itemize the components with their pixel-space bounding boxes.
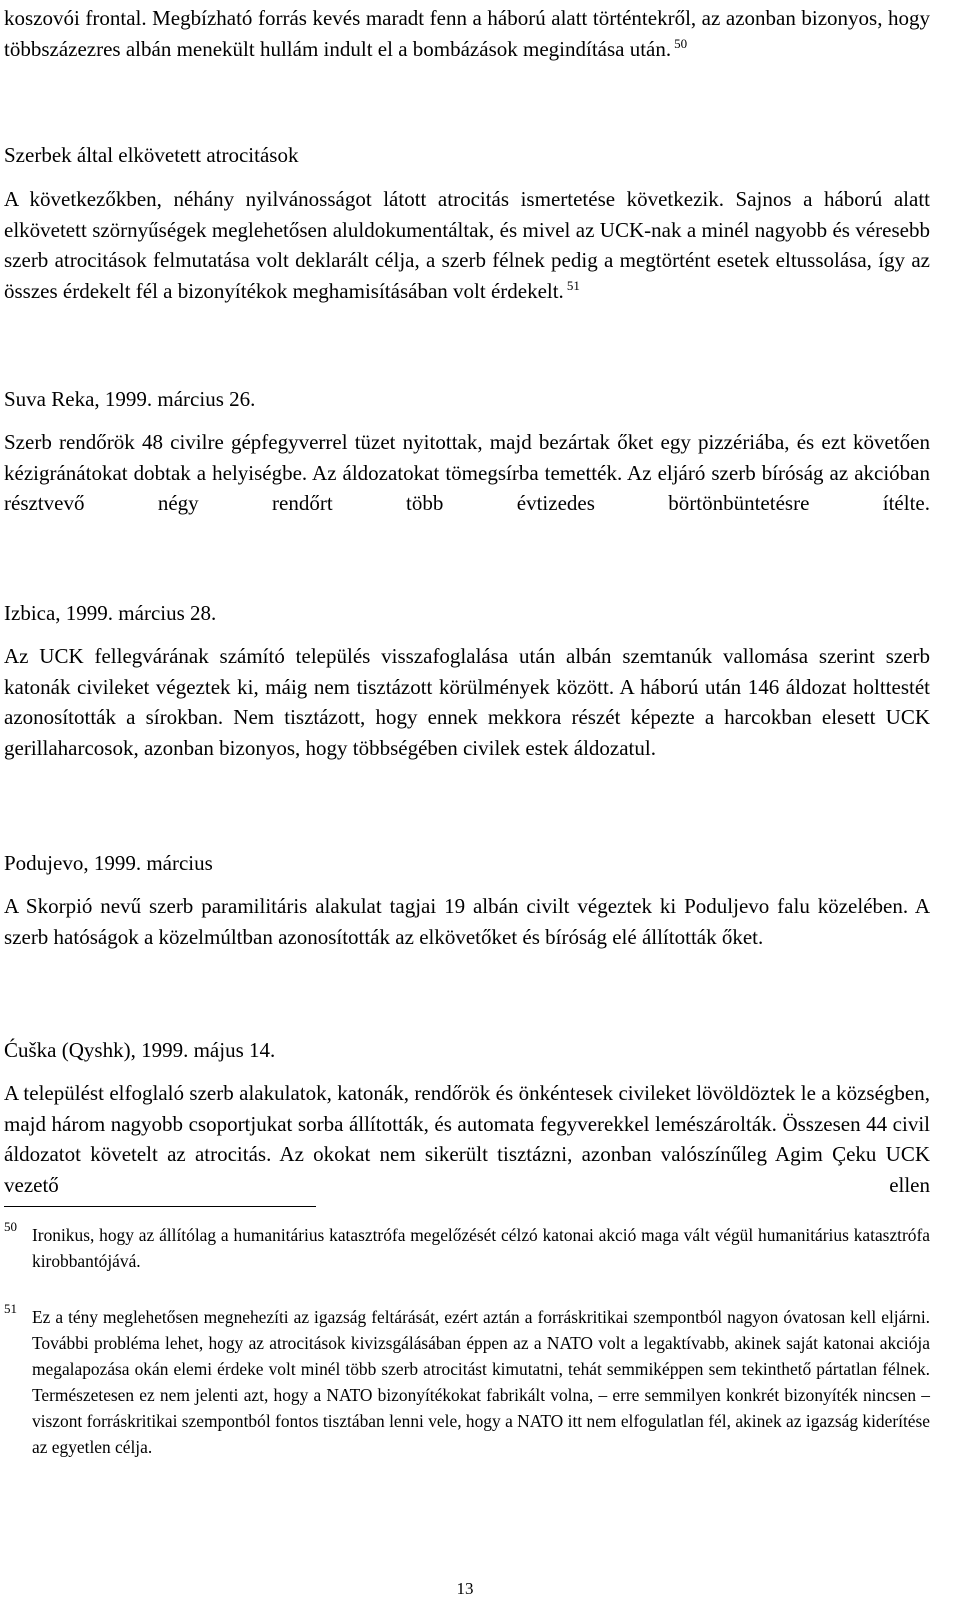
footnote-51 <box>4 1301 930 1460</box>
footnote-50 <box>4 1219 930 1274</box>
footnote-text: Ironikus, hogy az állítólag a humanitárius katasztrófa megelőzését célzó katonai akció maga vált végül humanitárius katasztrófa kirobbantójává. <box>32 1225 930 1271</box>
footnote-text: Ez a tény meglehetősen megnehezíti az igazság feltárását, ezért aztán a forráskritikai szempontból nagyon óvatosan kell eljárni. További probléma lehet, hogy az atrocitások kivizsgálásában éppen az a NATO volt a legaktívabb, akinek saját katonai akciója megalapozása okán elemi érdeke volt minél több szerb atrocitást kimutatni, tehát semmiképpen sem tekinthető pártatlan félnek. Természetesen ez nem jelenti azt, hogy a NATO bizonyítékokat fabrikált volna, – erre semmilyen konkrét bizonyíték nincsen – viszont forráskritikai szempontból fontos tisztában lenni vele, hogy a NATO itt nem elfogulatlan fél, akinek az igazság kiderítése az egyetlen célja. <box>32 1307 930 1457</box>
intro-text: koszovói frontal. Megbízható forrás kevés maradt fenn a háború alatt történtekről, az azonban bizonyos, hogy többszázezres albán menekült hullám indult el a bombázások megindítása után. <box>4 6 930 61</box>
intro-paragraph <box>4 3 930 64</box>
section-heading-podujevo: Podujevo, 1999. március <box>4 851 213 875</box>
section-heading-suva-reka: Suva Reka, 1999. március 26. <box>4 387 256 411</box>
section-text-cuska: A települést elfoglaló szerb alakulatok, katonák, rendőrök és önkéntesek civileket lövöldöztek le a községben, majd három nagyobb csoportjukat sorba állították, és automata fegyverekkel lemészárolták. Összesen 44 civil áldozatot követelt az atrocitás. Az okokat nem sikerült tisztázni, azonban valószínűleg Agim Çeku UCK vezető ellen <box>4 1081 930 1197</box>
atrocities-paragraph <box>4 184 930 306</box>
section-heading-atrocities: Szerbek által elkövetett atrocitások <box>4 143 299 167</box>
section-heading-cuska: Ćuška (Qyshk), 1999. május 14. <box>4 1038 276 1062</box>
section-heading-izbica: Izbica, 1999. március 28. <box>4 601 217 625</box>
footnote-ref-50[interactable]: 50 <box>674 35 688 51</box>
section-text-izbica: Az UCK fellegvárának számító település visszafoglalása után albán szemtanúk vallomása szerint szerb katonák civileket végeztek ki, máig nem tisztázott körülmények között. A háború után 146 áldozat holttestét azonosították a sírokban. Nem tisztázott, hogy ennek mekkora részét képezte a harcokban elesett UCK gerillaharcosok, azonban bizonyos, hogy többségében civilek estek áldozatul. <box>4 644 930 760</box>
page-number: 13 <box>456 1579 474 1598</box>
atrocities-text: A következőkben, néhány nyilvánosságot látott atrocitás ismertetése következik. Sajnos a háború alatt elkövetett szörnyűségek meglehetősen aluldokumentáltak, és mivel az UCK-nak a minél nagyobb és véresebb szerb atrocitások felmutatása volt deklarált célja, a szerb félnek pedig a megtörtént esetek eltussolása, így az összes érdekelt fél a bizonyítékok meghamisításában volt érdekelt. <box>4 187 930 303</box>
footnote-number: 50 <box>4 1219 17 1234</box>
footnote-number: 51 <box>4 1301 17 1316</box>
footnote-separator <box>4 1206 316 1207</box>
section-text-suva-reka: Szerb rendőrök 48 civilre gépfegyverrel tüzet nyitottak, majd bezártak őket egy pizzériába, és ezt követően kézigránátokat dobtak a helyiségbe. Az áldozatokat tömegsírba temették. Az eljáró szerb bíróság az akcióban résztvevő négy rendőrt több évtizedes börtönbüntetésre ítélte. <box>4 430 930 515</box>
footnote-ref-51[interactable]: 51 <box>566 277 580 293</box>
section-text-podujevo: A Skorpió nevű szerb paramilitáris alakulat tagjai 19 albán civilt végeztek ki Poduljevo falu közelében. A szerb hatóságok a közelmúltban azonosították az elkövetőket és bíróság elé állították őket. <box>4 894 930 949</box>
